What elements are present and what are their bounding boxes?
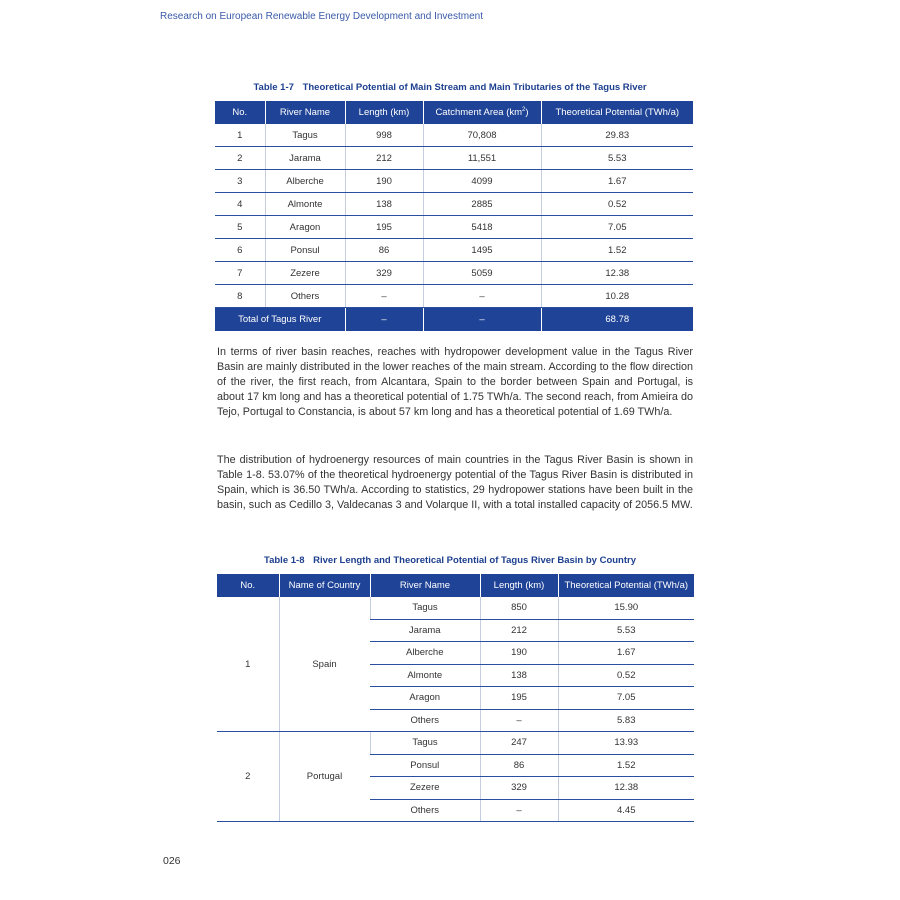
running-header: Research on European Renewable Energy Development and Investment xyxy=(160,11,483,22)
cell-length: 195 xyxy=(345,216,423,239)
cell-area: – xyxy=(423,285,541,308)
cell-area: 5059 xyxy=(423,262,541,285)
cell-potential: 0.52 xyxy=(541,193,693,216)
cell-no: 5 xyxy=(215,216,265,239)
table-title: River Length and Theoretical Potential of Tagus River Basin by Country xyxy=(313,555,636,566)
cell-length: 86 xyxy=(480,754,558,777)
cell-country: Spain xyxy=(279,597,370,732)
cell-river: Zezere xyxy=(265,262,345,285)
cell-no: 2 xyxy=(217,732,279,822)
cell-potential: 10.28 xyxy=(541,285,693,308)
cell-river: Jarama xyxy=(370,619,480,642)
header-row xyxy=(215,101,693,124)
table-row xyxy=(215,285,693,308)
cell-river: Aragon xyxy=(265,216,345,239)
cell-no: 8 xyxy=(215,285,265,308)
header-theoretical-potential: Theoretical Potential (TWh/a) xyxy=(541,101,693,124)
cell-potential: 5.53 xyxy=(541,147,693,170)
cell-potential: 29.83 xyxy=(541,124,693,147)
table-number: Table 1-8 xyxy=(264,555,305,566)
cell-river: Alberche xyxy=(370,642,480,665)
cell-potential: 4.45 xyxy=(558,799,694,822)
cell-length: 850 xyxy=(480,597,558,619)
cell-length: 998 xyxy=(345,124,423,147)
table-row xyxy=(215,216,693,239)
cell-potential: 1.67 xyxy=(558,642,694,665)
cell-no: 2 xyxy=(215,147,265,170)
cell-river: Others xyxy=(370,799,480,822)
cell-potential: 7.05 xyxy=(541,216,693,239)
cell-river: Jarama xyxy=(265,147,345,170)
cell-area: 1495 xyxy=(423,239,541,262)
table-row xyxy=(215,147,693,170)
cell-potential: 7.05 xyxy=(558,687,694,710)
table-1-8-caption xyxy=(0,555,900,566)
header-catchment-area: Catchment Area $(km^2)$ xyxy=(423,101,541,124)
cell-no: 1 xyxy=(215,124,265,147)
cell-river: Others xyxy=(265,285,345,308)
cell-river: Others xyxy=(370,709,480,732)
cell-length: 212 xyxy=(480,619,558,642)
cell-no: 6 xyxy=(215,239,265,262)
table-row xyxy=(215,262,693,285)
cell-length: 247 xyxy=(480,732,558,755)
cell-no: 1 xyxy=(217,597,279,732)
cell-river: Almonte xyxy=(370,664,480,687)
table-row xyxy=(215,239,693,262)
cell-potential: 0.52 xyxy=(558,664,694,687)
header-river-name: River Name xyxy=(370,574,480,597)
cell-river: Zezere xyxy=(370,777,480,800)
total-area: – xyxy=(423,308,541,332)
table-title: Theoretical Potential of Main Stream and Main Tributaries of the Tagus River xyxy=(302,82,647,93)
header-no: No. xyxy=(215,101,265,124)
header-row xyxy=(217,574,694,597)
cell-country: Portugal xyxy=(279,732,370,822)
table-1-7-caption xyxy=(0,82,900,93)
cell-no: 3 xyxy=(215,170,265,193)
table-row xyxy=(215,193,693,216)
cell-potential: 5.53 xyxy=(558,619,694,642)
cell-river: Ponsul xyxy=(370,754,480,777)
cell-area: 11,551 xyxy=(423,147,541,170)
total-row xyxy=(215,308,693,332)
cell-potential: 12.38 xyxy=(558,777,694,800)
cell-river: Almonte xyxy=(265,193,345,216)
cell-river: Tagus xyxy=(370,732,480,755)
cell-area: 5418 xyxy=(423,216,541,239)
cell-potential: 15.90 xyxy=(558,597,694,619)
page-number: 026 xyxy=(163,855,181,867)
header-no: No. xyxy=(217,574,279,597)
header-country: Name of Country xyxy=(279,574,370,597)
table-row xyxy=(217,732,694,755)
cell-area: 2885 xyxy=(423,193,541,216)
cell-length: 329 xyxy=(345,262,423,285)
total-length: – xyxy=(345,308,423,332)
cell-area: 70,808 xyxy=(423,124,541,147)
header-theoretical-potential: Theoretical Potential (TWh/a) xyxy=(558,574,694,597)
cell-river: Alberche xyxy=(265,170,345,193)
header-length: Length (km) xyxy=(480,574,558,597)
cell-length: 138 xyxy=(480,664,558,687)
header-river-name: River Name xyxy=(265,101,345,124)
cell-river: Tagus xyxy=(265,124,345,147)
table-row xyxy=(217,597,694,619)
cell-length: – xyxy=(345,285,423,308)
total-potential: 68.78 xyxy=(541,308,693,332)
table-row xyxy=(215,170,693,193)
cell-river: Tagus xyxy=(370,597,480,619)
table-number: Table 1-7 xyxy=(253,82,294,93)
cell-length: 138 xyxy=(345,193,423,216)
cell-length: 190 xyxy=(345,170,423,193)
total-label: Total of Tagus River xyxy=(215,308,345,332)
cell-length: 195 xyxy=(480,687,558,710)
header-length: Length (km) xyxy=(345,101,423,124)
cell-potential: 5.83 xyxy=(558,709,694,732)
cell-potential: 1.52 xyxy=(558,754,694,777)
cell-potential: 13.93 xyxy=(558,732,694,755)
cell-length: 212 xyxy=(345,147,423,170)
cell-no: 4 xyxy=(215,193,265,216)
cell-length: 190 xyxy=(480,642,558,665)
cell-no: 7 xyxy=(215,262,265,285)
cell-river: Aragon xyxy=(370,687,480,710)
cell-length: – xyxy=(480,709,558,732)
table-1-8 xyxy=(217,574,694,822)
cell-length: – xyxy=(480,799,558,822)
cell-potential: 12.38 xyxy=(541,262,693,285)
body-paragraph: The distribution of hydroenergy resources of main countries in the Tagus River Basin is shown in Table 1-8. 53.07% of the theoretical hydroenergy potential of the Tagus River Basin is distributed in Spain, which is 36.50 TWh/a. According to statistics, 29 hydropower stations have been built in the basin, such as Cedillo 3, Valdecanas 3 and Volarque II, with a total installed capacity of 2056.5 MW. xyxy=(217,454,693,511)
cell-length: 86 xyxy=(345,239,423,262)
cell-area: 4099 xyxy=(423,170,541,193)
cell-length: 329 xyxy=(480,777,558,800)
table-row xyxy=(215,124,693,147)
cell-potential: 1.67 xyxy=(541,170,693,193)
table-1-7 xyxy=(215,101,693,331)
cell-potential: 1.52 xyxy=(541,239,693,262)
body-paragraph: In terms of river basin reaches, reaches with hydropower development value in the Tagus River Basin are mainly distributed in the lower reaches of the main stream. According to the flow direction of the river, the first reach, from Alcantara, Spain to the border between Spain and Portugal, is about 17 km long and has a theoretical potential of 1.75 TWh/a. The second reach, from Amieira do Tejo, Portugal to Constancia, is about 57 km long and has a theoretical potential of 1.69 TWh/a. xyxy=(217,346,693,418)
cell-river: Ponsul xyxy=(265,239,345,262)
